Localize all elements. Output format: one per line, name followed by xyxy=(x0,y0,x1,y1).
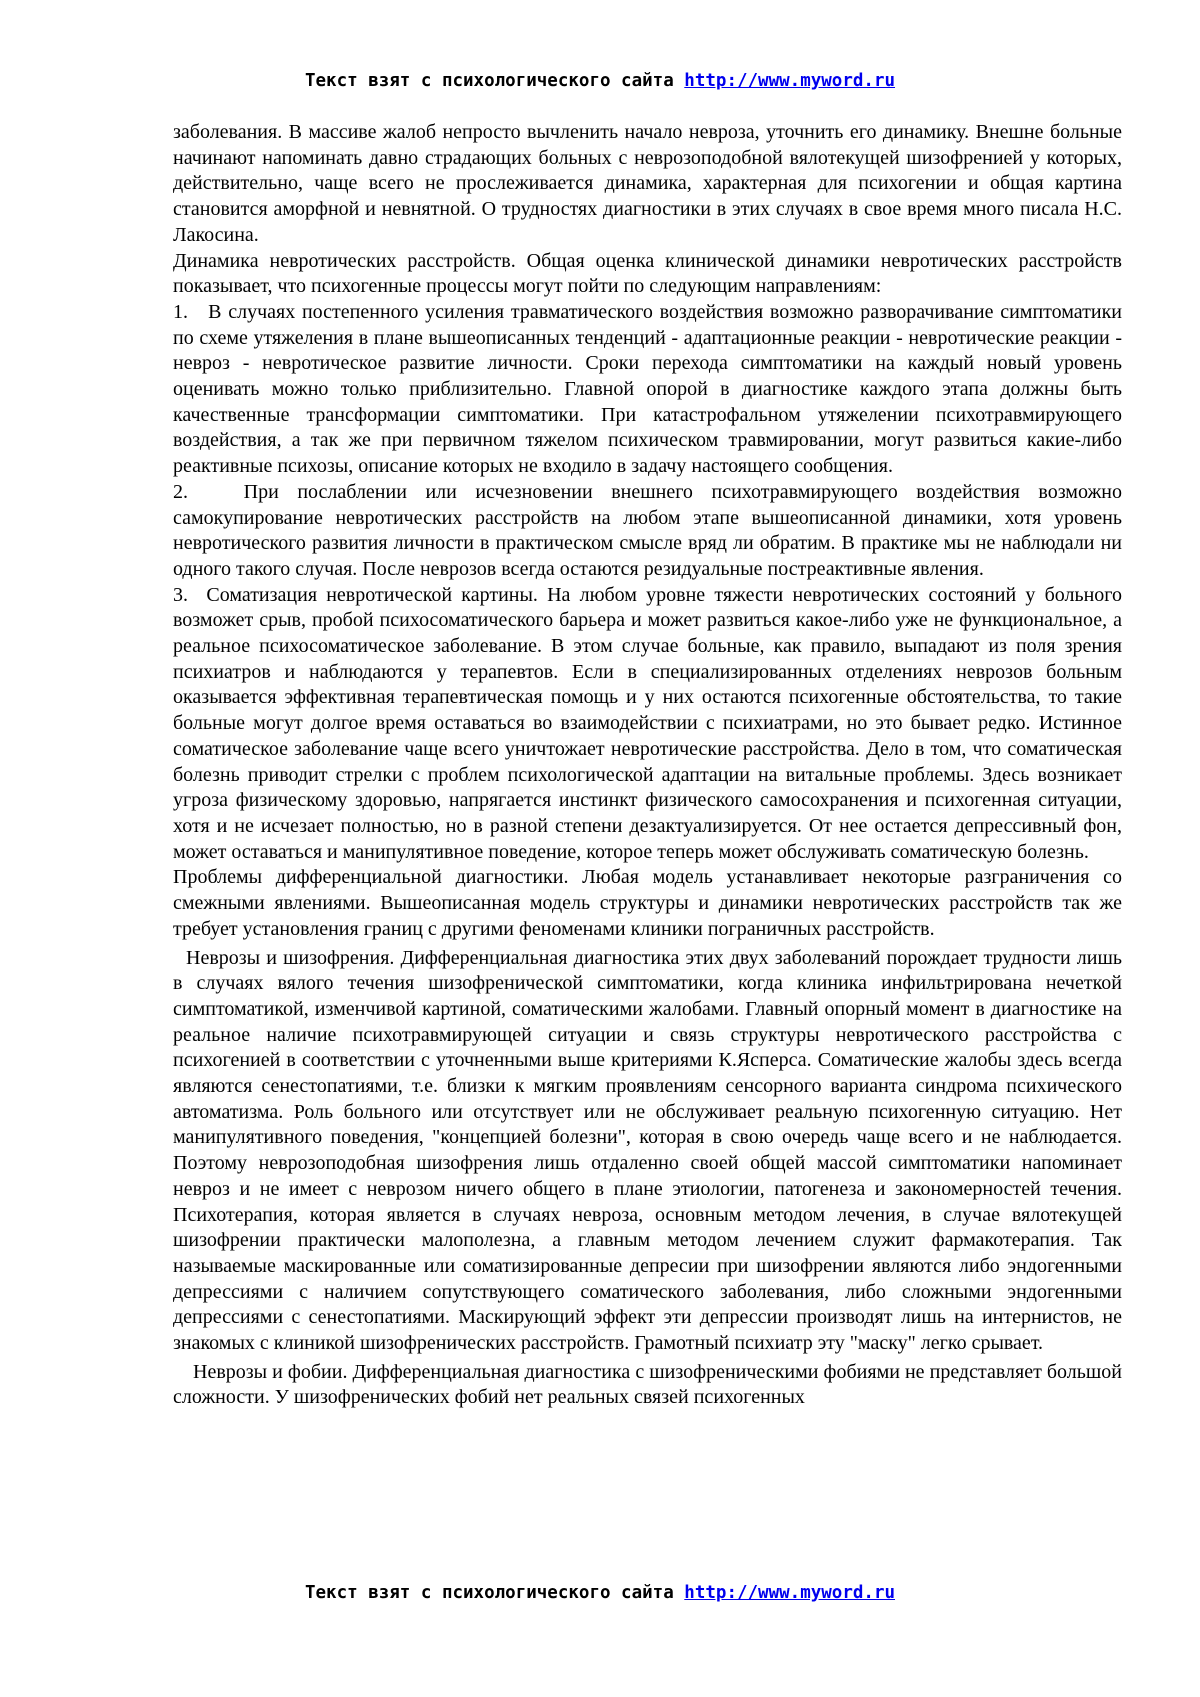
paragraph-neuroses-phobias: Неврозы и фобии. Дифференциальная диагностика с шизофреническими фобиями не представляет большой сложности. У шизофренических фобий нет реальных связей психогенных xyxy=(173,1360,1122,1409)
list-item-2: 2. При послаблении или исчезновении внешнего психотравмирующего воздействия возможно самокупирование невротических расстройств на любом этапе вышеописанной динамики, хотя уровень невротического развития личности в практическом смысле вряд ли обратим. В практике мы не наблюдали ни одного такого случая. После неврозов всегда остаются резидуальные постреактивные явления. xyxy=(173,480,1122,580)
paragraph-continuation: заболевания. В массиве жалоб непросто вычленить начало невроза, уточнить его динамику. Внешне больные начинают напоминать давно страдающих больных с неврозоподобной вялотекущей шизофренией у которых, действительно, чаще всего не прослеживается динамика, характерная для психогении и общая картина становится аморфной и невнятной. О трудностях диагностики в этих случаях в свое время много писала Н.С. Лакосина. xyxy=(173,121,1122,246)
page-footer xyxy=(0,1582,1200,1604)
paragraph-differential-diagnosis: Проблемы дифференциальной диагностики. Любая модель устанавливает некоторые разграничения со смежными явлениями. Вышеописанная модель структуры и динамики невротических расстройств так же требует установления границ с другими феноменами клиники пограничных расстройств. xyxy=(173,866,1122,940)
paragraph-neurosis-dynamics: Динамика невротических расстройств. Общая оценка клинической динамики невротических расстройств показывает, что психогенные процессы могут пойти по следующим направлениям: xyxy=(173,249,1122,298)
list-item-1: 1. В случаях постепенного усиления травматического воздействия возможно разворачивание симптоматики по схеме утяжеления в плане вышеописанных тенденций - адаптационные реакции - невротические реакции - невроз - невротическое развитие личности. Сроки перехода симптоматики на каждый новый уровень оценивать можно только приблизительно. Главной опорой в диагностике каждого этапа должны быть качественные трансформации симптоматики. При катастрофальном утяжелении психотравмирующего воздействия, а так же при первичном тяжелом психическом травмировании, могут развиться какие-либо реактивные психозы, описание которых не входило в задачу настоящего сообщения. xyxy=(173,300,1122,478)
document-body xyxy=(173,120,1122,1411)
footer-site-link[interactable]: http://www.myword.ru xyxy=(684,1583,896,1603)
list-item-3: 3. Соматизация невротической картины. На любом уровне тяжести невротических состояний у больного возможет срыв, пробой психосоматического барьера и может развиться какое-либо уже не функциональное, а реальное психосоматическое заболевание. В этом случае больные, как правило, выпадают из поля зрения психиатров и наблюдаются у терапевтов. Если в специализированных отделениях неврозов больным оказывается эффективная терапевтическая помощь и у них остаются психогенные обстоятельства, то такие больные могут долгое время оставаться во взаимодействии с психиатрами, но это бывает редко. Истинное соматическое заболевание чаще всего уничтожает невротические расстройства. Дело в том, что соматическая болезнь приводит стрелки с проблем психологической адаптации на витальные проблемы. Здесь возникает угроза физическому здоровью, напрягается инстинкт физического самосохранения и психогенная ситуации, хотя и не исчезает полностью, но в разной степени дезактуализируется. От нее остается депрессивный фон, может оставаться и манипулятивное поведение, которое теперь может обслуживать соматическую болезнь. xyxy=(173,583,1122,863)
header-text: Текст взят с психологического сайта xyxy=(304,71,674,91)
header-site-link[interactable]: http://www.myword.ru xyxy=(684,71,896,91)
paragraph-neuroses-schizophrenia: Неврозы и шизофрения. Дифференциальная диагностика этих двух заболеваний порождает трудности лишь в случаях вялого течения шизофренической симптоматики, когда клиника инфильтрирована нечеткой симптоматикой, изменчивой картиной, соматическими жалобами. Главный опорный момент в диагностике на реальное наличие психотравмирующей ситуации и связь структуры невротического расстройства с психогенией в соответствии с уточненными выше критериями К.Ясперса. Соматические жалобы здесь всегда являются сенестопатиями, т.е. близки к мягким проявлениям сенсорного варианта синдрома психического автоматизма. Роль больного или отсутствует или не обслуживает реальную психогенную ситуацию. Нет манипулятивного поведения, "концепцией болезни", которая в свою очередь чаще всего и не наблюдается. Поэтому неврозоподобная шизофрения лишь отдаленно своей общей массой симптоматики напоминает невроз и не имеет с неврозом ничего общего в плане этиологии, патогенеза и закономерностей течения. Психотерапия, которая является в случаях невроза, основным методом лечения, в случае вялотекущей шизофрении практически малополезна, а главным методом лечением служит фармакотерапия. Так называемые маскированные или соматизированные депресии при шизофрении являются либо эндогенными депрессиями с наличием сопутствующего соматического заболевания, либо сложными эндогенными депрессиями с сенестопатиями. Маскирующий эффект эти депрессии производят лишь на интернистов, не знакомых с клиникой шизофренических расстройств. Грамотный психиатр эту "маску" легко срывает. xyxy=(173,946,1122,1355)
footer-text: Текст взят с психологического сайта xyxy=(304,1583,674,1603)
page-header xyxy=(0,70,1200,92)
